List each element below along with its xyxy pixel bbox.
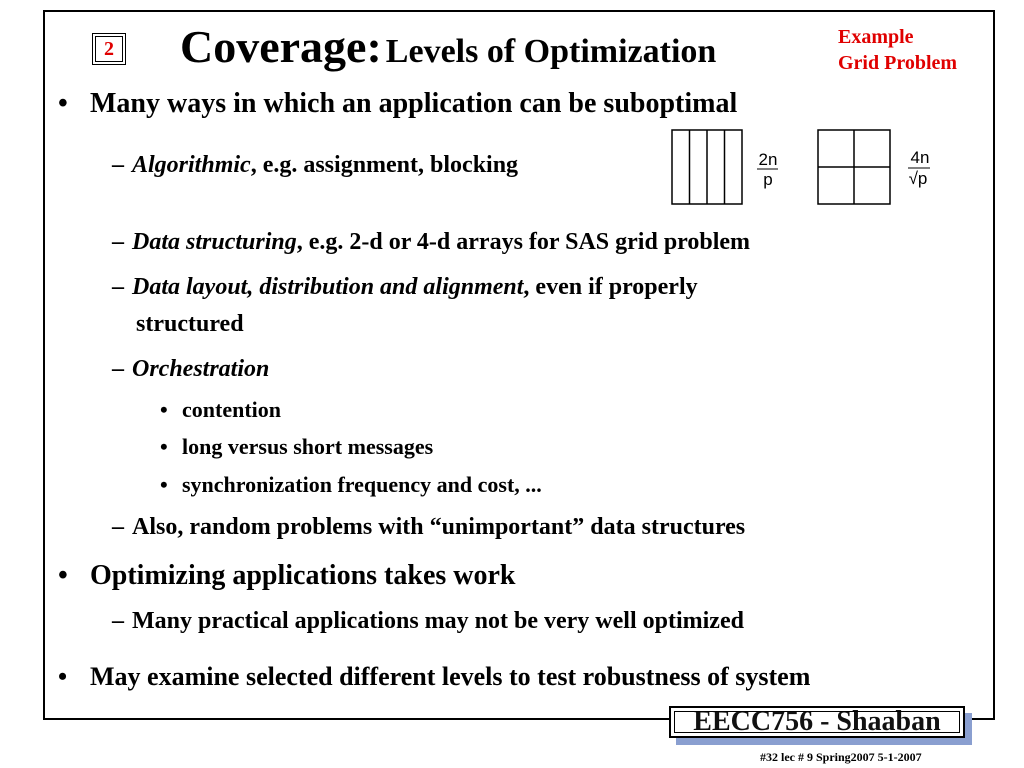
block-label-denominator: √p — [908, 169, 928, 188]
course-footer-text: EECC756 - Shaaban — [693, 706, 941, 737]
block-label-numerator: 4n — [910, 148, 930, 167]
bullet-text: May examine selected different levels to test robustness of system — [90, 662, 811, 691]
strip-partition-grid — [672, 130, 742, 204]
data-layout-label: Data layout, distribution and alignment — [132, 274, 524, 300]
sub-bullet-data-layout-continued: structured — [136, 311, 244, 337]
sub-bullet-data-layout — [112, 274, 698, 301]
example-note — [838, 24, 957, 76]
algorithmic-label: Algorithmic — [132, 152, 251, 178]
third-bullet-synchronization — [160, 472, 542, 498]
bullet-marker: • — [160, 397, 168, 422]
bullet-marker: • — [58, 88, 68, 119]
orchestration-label: Orchestration — [132, 356, 270, 382]
random-problems-text: Also, random problems with “unimportant” data structures — [132, 514, 746, 540]
sub-bullet-data-structuring — [112, 229, 750, 256]
data-layout-text: , even if properly — [523, 274, 698, 300]
slide-info: #32 lec # 9 Spring2007 5-1-2007 — [760, 750, 922, 764]
bullet-marker: • — [58, 560, 68, 591]
messages-text: long versus short messages — [182, 434, 434, 459]
dash-marker: – — [112, 356, 124, 382]
sub-bullet-practical — [112, 608, 744, 635]
section-number: 2 — [104, 37, 114, 60]
course-footer-box — [669, 706, 972, 740]
data-structuring-label: Data structuring — [132, 229, 297, 255]
dash-marker: – — [112, 229, 124, 255]
sub-bullet-algorithmic — [112, 152, 518, 179]
bullet-marker: • — [160, 434, 168, 459]
course-footer — [669, 706, 965, 738]
section-number-box — [92, 33, 126, 65]
practical-text: Many practical applications may not be very well optimized — [132, 608, 744, 634]
synchronization-text: synchronization frequency and cost, ... — [182, 472, 542, 497]
dash-marker: – — [112, 274, 124, 300]
example-note-line-2: Grid Problem — [838, 52, 958, 74]
slide-title — [180, 20, 716, 73]
bullet-text: Optimizing applications takes work — [90, 560, 516, 591]
bullet-text: Many ways in which an application can be suboptimal — [90, 88, 738, 119]
sub-bullet-random-problems — [112, 514, 745, 541]
bullet-suboptimal — [58, 88, 737, 120]
bullet-optimizing — [58, 560, 515, 592]
algorithmic-text: , e.g. assignment, blocking — [250, 152, 519, 178]
dash-marker: – — [112, 514, 124, 540]
data-structuring-text: , e.g. 2-d or 4-d arrays for SAS grid problem — [296, 229, 751, 255]
contention-text: contention — [182, 397, 281, 422]
example-note-line-1: Example — [838, 26, 914, 48]
title-main: Coverage: — [180, 21, 382, 72]
block-partition-grid — [818, 130, 890, 204]
bullet-examine-levels — [58, 662, 810, 692]
third-bullet-messages — [160, 434, 433, 460]
strip-label-denominator: p — [763, 170, 773, 189]
title-sub: Levels of Optimization — [385, 33, 717, 70]
bullet-marker: • — [160, 472, 168, 497]
grid-partition-figure — [660, 120, 950, 210]
dash-marker: – — [112, 152, 124, 178]
dash-marker: – — [112, 608, 124, 634]
strip-label-numerator: 2n — [758, 150, 778, 169]
sub-bullet-orchestration — [112, 356, 269, 383]
bullet-marker: • — [58, 662, 68, 691]
third-bullet-contention — [160, 397, 281, 423]
